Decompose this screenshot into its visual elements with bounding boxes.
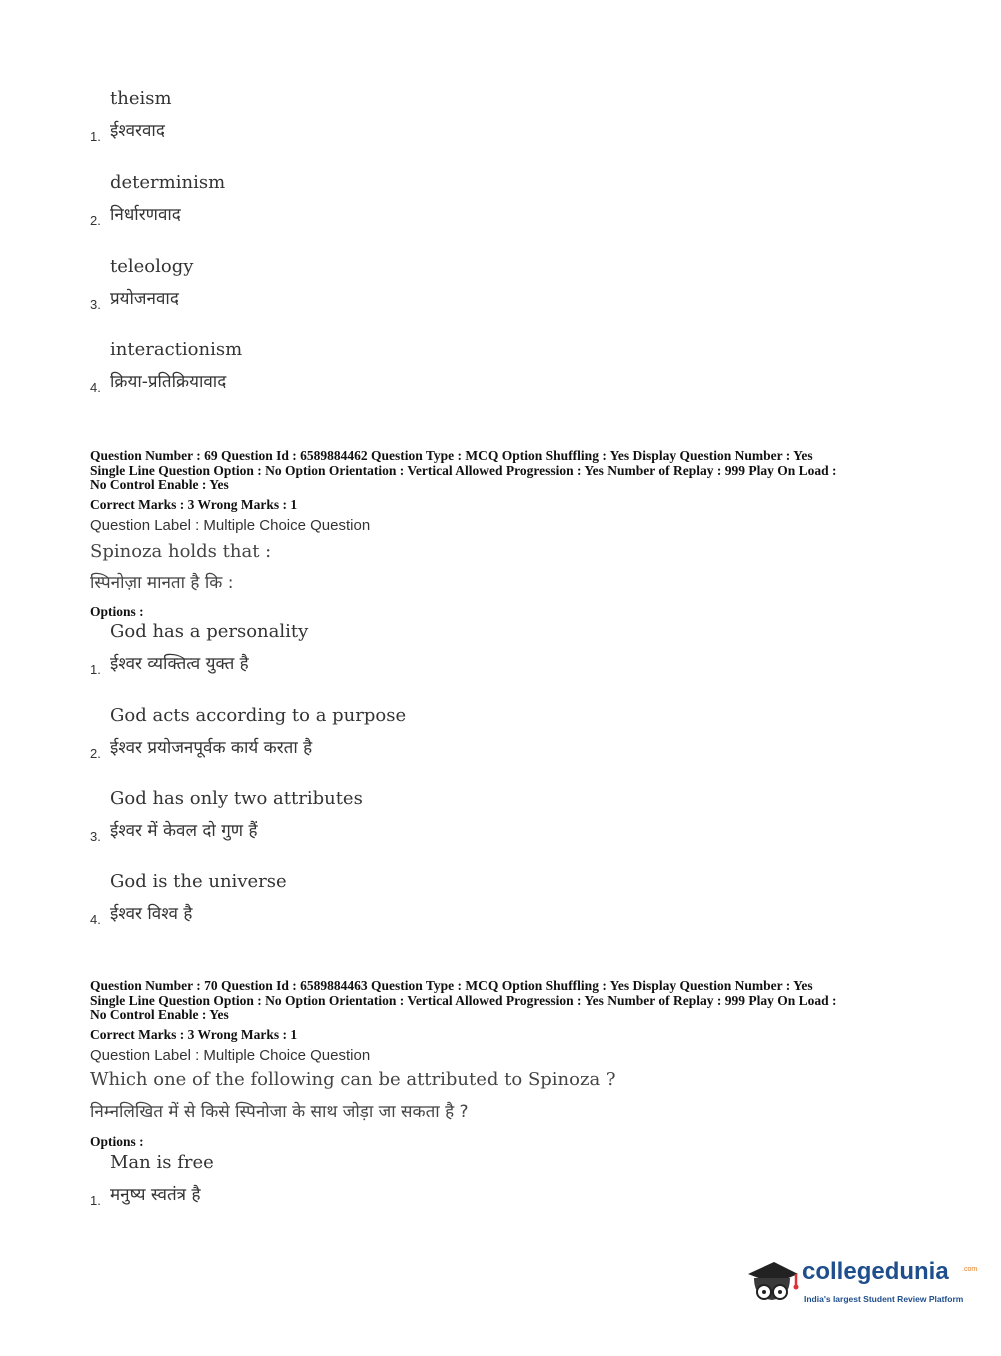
option-number: 2. xyxy=(90,746,101,761)
brand-suffix: .com xyxy=(962,1266,978,1273)
option-text-hi: ईश्वर विश्व है xyxy=(110,904,193,924)
option-text-en: teleology xyxy=(110,256,194,277)
question-69-marks: Correct Marks : 3 Wrong Marks : 1 xyxy=(90,497,298,512)
meta-line-3: No Control Enable : Yes xyxy=(90,477,229,492)
brand-tagline: India's largest Student Review Platform xyxy=(804,1294,964,1304)
question-69-label: Question Label : Multiple Choice Question xyxy=(90,517,371,534)
brand-name: collegedunia xyxy=(802,1258,949,1285)
meta-line-1: Question Number : 69 Question Id : 6589884462 Question Type : MCQ Option Shuffling : Yes Display Question Number : Yes xyxy=(90,448,813,463)
question-69-meta xyxy=(90,449,837,493)
option-number: 1. xyxy=(90,662,101,677)
option-number: 3. xyxy=(90,829,101,844)
option-text-en: theism xyxy=(110,88,172,109)
question-69-text-hi: स्पिनोज़ा मानता है कि : xyxy=(90,573,234,593)
question-70-meta xyxy=(90,979,837,1023)
option-number: 4. xyxy=(90,912,101,927)
option-text-hi: ईश्वर प्रयोजनपूर्वक कार्य करता है xyxy=(110,738,313,758)
option-text-hi: क्रिया-प्रतिक्रियावाद xyxy=(110,372,227,392)
option-text-hi: ईश्वर व्यक्तित्व युक्त है xyxy=(110,654,249,674)
option-text-en: God has a personality xyxy=(110,621,309,642)
option-text-en: God acts according to a purpose xyxy=(110,705,407,726)
option-text-hi: मनुष्य स्वतंत्र है xyxy=(110,1185,201,1205)
option-text-en: Man is free xyxy=(110,1152,214,1173)
option-number: 4. xyxy=(90,380,101,395)
meta-line-1: Question Number : 70 Question Id : 6589884463 Question Type : MCQ Option Shuffling : Yes Display Question Number : Yes xyxy=(90,978,813,993)
option-text-hi: निर्धारणवाद xyxy=(110,205,181,225)
collegedunia-logo xyxy=(744,1252,978,1314)
option-text-en: determinism xyxy=(110,172,226,193)
question-70-options-heading: Options : xyxy=(90,1134,144,1149)
mascot-graduation-cap-icon xyxy=(744,1252,800,1308)
question-70-text-hi: निम्नलिखित में से किसे स्पिनोजा के साथ जोड़ा जा सकता है ? xyxy=(90,1102,469,1122)
option-number: 1. xyxy=(90,1193,101,1208)
meta-line-2: Single Line Question Option : No Option Orientation : Vertical Allowed Progression : Yes Number of Replay : 999 Play On Load : xyxy=(90,462,837,478)
option-number: 2. xyxy=(90,213,101,228)
option-text-en: God is the universe xyxy=(110,871,287,892)
option-number: 3. xyxy=(90,297,101,312)
question-70-marks: Correct Marks : 3 Wrong Marks : 1 xyxy=(90,1027,298,1042)
option-text-hi: ईश्वर में केवल दो गुण हैं xyxy=(110,821,258,841)
question-70-label: Question Label : Multiple Choice Question xyxy=(90,1047,371,1064)
meta-line-2: Single Line Question Option : No Option Orientation : Vertical Allowed Progression : Yes Number of Replay : 999 Play On Load : xyxy=(90,992,837,1008)
question-69-text-en: Spinoza holds that : xyxy=(90,541,272,562)
question-70-text-en: Which one of the following can be attributed to Spinoza ? xyxy=(90,1069,616,1090)
option-text-hi: प्रयोजनवाद xyxy=(110,289,179,309)
option-text-en: God has only two attributes xyxy=(110,788,363,809)
option-number: 1. xyxy=(90,129,101,144)
option-text-hi: ईश्वरवाद xyxy=(110,121,165,141)
meta-line-3: No Control Enable : Yes xyxy=(90,1007,229,1022)
question-69-options-heading: Options : xyxy=(90,604,144,619)
option-text-en: interactionism xyxy=(110,339,243,360)
